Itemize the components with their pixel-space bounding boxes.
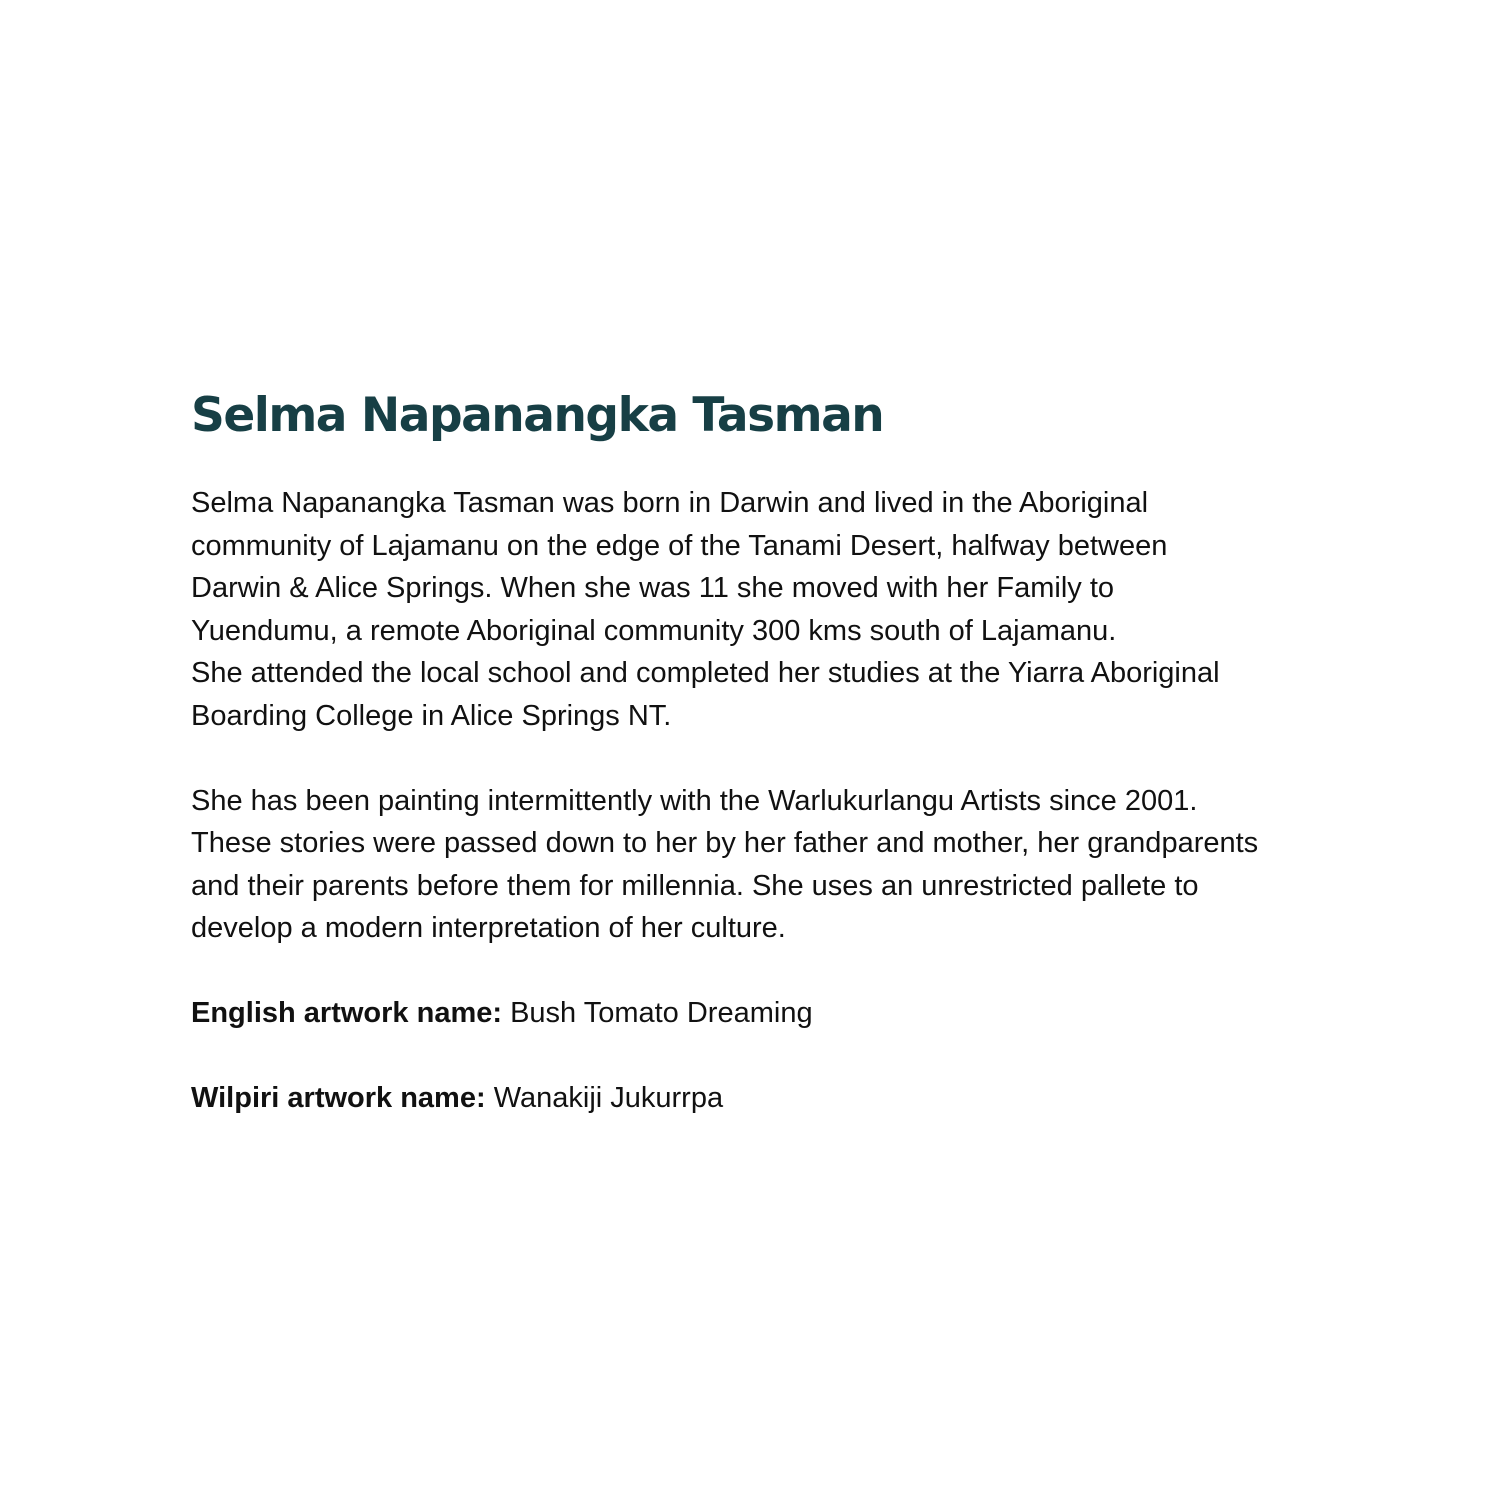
biography-line: She has been painting intermittently with the Warlukurlangu Artists since 2001. (191, 784, 1198, 817)
english-artwork-label: English artwork name: (191, 997, 503, 1029)
biography-line: and their parents before them for millennia. She uses an unrestricted pallete to (191, 869, 1199, 902)
biography-line: develop a modern interpretation of her culture. (191, 912, 786, 944)
artist-biography (191, 482, 1391, 950)
biography-line: These stories were passed down to her by her father and mother, her grandparents (191, 827, 1259, 859)
biography-line: Yuendumu, a remote Aboriginal community 300 kms south of Lajamanu. (191, 614, 1117, 647)
artist-info-content (191, 386, 1391, 1120)
biography-line: Selma Napanangka Tasman was born in Darwin and lived in the Aboriginal (191, 487, 1149, 519)
english-artwork-name (191, 992, 1391, 1035)
biography-line: She attended the local school and completed her studies at the Yiarra Aboriginal (191, 657, 1220, 689)
warlpiri-artwork-name (191, 1077, 1391, 1120)
warlpiri-artwork-label: Wilpiri artwork name: (191, 1082, 486, 1114)
english-artwork-value: Bush Tomato Dreaming (510, 997, 813, 1029)
artist-name-heading: Selma Napanangka Tasman (191, 388, 884, 443)
biography-line: Boarding College in Alice Springs NT. (191, 699, 672, 732)
biography-line: Darwin & Alice Springs. When she was 11 she moved with her Family to (191, 572, 1115, 604)
warlpiri-artwork-value: Wanakiji Jukurrpa (493, 1082, 724, 1114)
biography-paragraph-1 (191, 482, 1391, 737)
biography-paragraph-2 (191, 780, 1391, 950)
biography-line: community of Lajamanu on the edge of the Tanami Desert, halfway between (191, 529, 1168, 562)
